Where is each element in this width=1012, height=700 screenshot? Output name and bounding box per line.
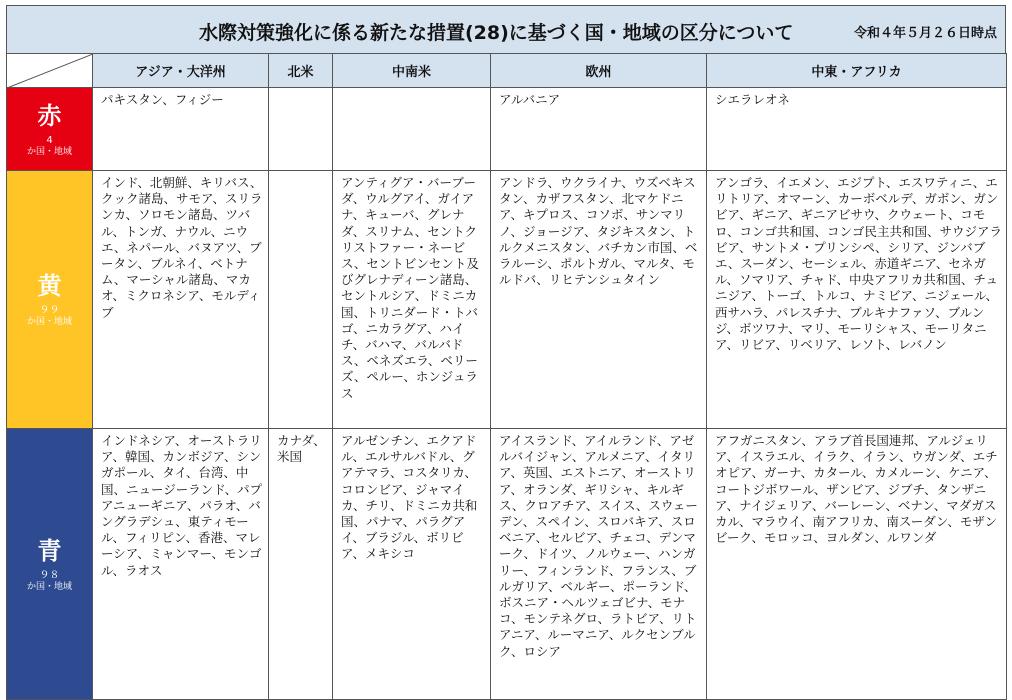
column-header-north-america: 北米 xyxy=(269,54,333,88)
cell-yellow-middle-east-africa: アンゴラ、イエメン、エジプト、エスワティニ、エリトリア、オマーン、カーボベルデ、ガボン、ガンビア、ギニア、ギニアビサウ、クウェート、コモロ、コンゴ共和国、コンゴ民主共和国、サウジアラビア、サントメ・プリンシペ、シリア、ジンバブエ、スーダン、セーシェル、赤道ギニア、セネガル、ソマリア、チャド、中央アフリカ共和国、チュニジア、トーゴ、トルコ、ナミビア、ニジェール、西サハラ、パレスチナ、ブルキナファソ、ブルンジ、ボツワナ、マリ、モーリシャス、モーリタニア、リビア、リベリア、レソト、レバノン xyxy=(707,171,1007,429)
row-label-yellow xyxy=(7,171,93,429)
category-count: ９８ xyxy=(39,569,60,581)
category-count: ９９ xyxy=(39,305,60,316)
category-name: 黄 xyxy=(37,272,62,300)
category-count: 4 xyxy=(46,134,53,146)
document-title: 水際対策強化に係る新たな措置(28)に基づく国・地域の区分について xyxy=(199,22,794,44)
title-bar xyxy=(6,5,1006,54)
category-name: 赤 xyxy=(37,101,62,130)
as-of-date: 令和４年５月２６日時点 xyxy=(853,26,997,41)
row-label-blue xyxy=(7,429,93,700)
cell-red-middle-east-africa: シエラレオネ xyxy=(707,88,1007,171)
category-unit: か国・地域 xyxy=(26,581,72,592)
cell-blue-europe: アイスランド、アイルランド、アゼルバイジャン、アルメニア、イタリア、英国、エストニア、オーストリア、オランダ、ギリシャ、キルギス、クロアチア、スイス、スウェーデン、スペイン、スロバキア、スロベニア、セルビア、チェコ、デンマーク、ドイツ、ノルウェー、ハンガリー、フィンランド、フランス、ブルガリア、ベルギー、ポーランド、ボスニア・ヘルツェゴビナ、モナコ、モンテネグロ、ラトビア、リトアニア、ルーマニア、ルクセンブルク、ロシア xyxy=(491,429,707,700)
classification-table xyxy=(6,53,1007,700)
row-label-red xyxy=(7,88,93,171)
corner-cell xyxy=(7,54,93,88)
column-header-europe: 欧州 xyxy=(491,54,707,88)
cell-blue-latin-america: アルゼンチン、エクアドル、エルサルバドル、グアテマラ、コスタリカ、コロンビア、ジャマイカ、チリ、ドミニカ共和国、パナマ、パラグアイ、ブラジル、ボリビア、メキシコ xyxy=(333,429,491,700)
column-header-row xyxy=(7,54,1007,88)
cell-red-latin-america xyxy=(333,88,491,171)
category-name: 青 xyxy=(37,536,62,565)
cell-blue-north-america: カナダ、米国 xyxy=(269,429,333,700)
cell-yellow-latin-america: アンティグア・バーブーダ、ウルグアイ、ガイアナ、キューバ、グレナダ、スリナム、セントクリストファー・ネービス、セントビンセント及びグレナディーン諸島、セントルシア、ドミニカ国、トリニダード・トバゴ、ニカラグア、ハイチ、バハマ、バルバドス、ベネズエラ、ベリーズ、ペルー、ホンジュラス xyxy=(333,171,491,429)
cell-blue-middle-east-africa: アフガニスタン、アラブ首長国連邦、アルジェリア、イスラエル、イラク、イラン、ウガンダ、エチオピア、ガーナ、カタール、カメルーン、ケニア、コートジボワール、ザンビア、ジブチ、タンザニア、ナイジェリア、バーレーン、ベナン、マダガスカル、マラウイ、南アフリカ、南スーダン、モザンビーク、モロッコ、ヨルダン、ルワンダ xyxy=(707,429,1007,700)
cell-blue-asia-oceania: インドネシア、オーストラリア、韓国、カンボジア、シンガポール、タイ、台湾、中国、ニュージーランド、パプアニューギニア、パラオ、バングラデシュ、東ティモール、フィリピン、香港、マレーシア、ミャンマー、モンゴル、ラオス xyxy=(93,429,269,700)
cell-red-europe: アルバニア xyxy=(491,88,707,171)
table-row-red xyxy=(7,88,1007,171)
column-header-latin-america: 中南米 xyxy=(333,54,491,88)
cell-red-north-america xyxy=(269,88,333,171)
region-classification-document xyxy=(6,5,1006,693)
column-header-asia-oceania: アジア・大洋州 xyxy=(93,54,269,88)
table-row-blue xyxy=(7,429,1007,700)
diagonal-divider xyxy=(7,54,93,88)
table-row-yellow xyxy=(7,171,1007,429)
category-unit: か国・地域 xyxy=(26,146,72,157)
cell-red-asia-oceania: パキスタン、フィジー xyxy=(93,88,269,171)
cell-yellow-asia-oceania: インド、北朝鮮、キリバス、クック諸島、サモア、スリランカ、ソロモン諸島、ツバル、トンガ、ナウル、ニウエ、ネパール、バヌアツ、ブータン、ブルネイ、ベトナム、マーシャル諸島、マカオ、ミクロネシア、モルディブ xyxy=(93,171,269,429)
cell-yellow-north-america xyxy=(269,171,333,429)
column-header-middle-east-africa: 中東・アフリカ xyxy=(707,54,1007,88)
category-unit: か国・地域 xyxy=(26,317,72,327)
cell-yellow-europe: アンドラ、ウクライナ、ウズベキスタン、カザフスタン、北マケドニア、キプロス、コソボ、サンマリノ、ジョージア、タジキスタン、トルクメニスタン、バチカン市国、ベラルーシ、ポルトガル、マルタ、モルドバ、リヒテンシュタイン xyxy=(491,171,707,429)
